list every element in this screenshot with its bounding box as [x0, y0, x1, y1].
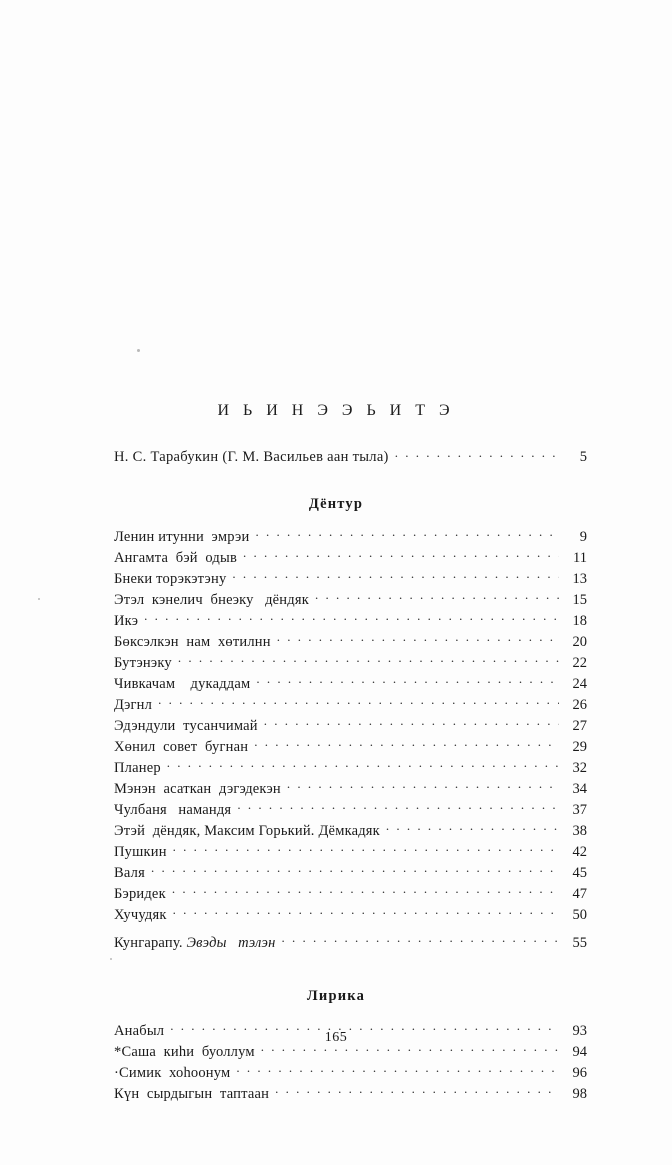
table-row — [114, 527, 587, 548]
table-row — [114, 1084, 587, 1105]
toc-entry-page: 15 — [572, 592, 587, 608]
leader-dots — [243, 548, 559, 563]
toc-entry-label: *Саша киһи буоллум — [114, 1044, 255, 1060]
page-title: И Ь И Н Э Э Ь И Т Э — [217, 402, 455, 419]
toc-entry-page: 20 — [572, 634, 587, 650]
toc-entry-page: 29 — [572, 739, 587, 755]
toc-sections — [0, 496, 672, 1105]
table-row — [114, 569, 587, 590]
table-row — [114, 611, 587, 632]
leader-dots — [151, 863, 559, 878]
toc-entry-label: Чивкачам дукаддам — [114, 676, 251, 692]
table-row — [114, 758, 587, 779]
table-row — [114, 905, 587, 926]
leader-dots — [178, 653, 559, 668]
toc-entry-label: Бнеки торэкэтэну — [114, 571, 227, 587]
table-row — [114, 674, 587, 695]
toc-entry-label: Хөнил совет бугнан — [114, 739, 249, 755]
leader-dots — [254, 737, 559, 752]
toc-entry-page: 24 — [572, 676, 587, 692]
toc-entry-label: Ленин итунни эмрэи — [114, 529, 250, 545]
leader-dots — [287, 779, 559, 794]
table-row — [114, 653, 587, 674]
leader-dots — [173, 905, 559, 920]
toc-entry-page: 93 — [572, 1023, 587, 1039]
toc-entry-page: 45 — [572, 865, 587, 881]
toc-entry-page: 32 — [572, 760, 587, 776]
leader-dots — [236, 1063, 559, 1078]
table-row — [114, 737, 587, 758]
toc-entry-page: 96 — [572, 1065, 587, 1081]
leader-dots — [255, 527, 559, 542]
toc-entry-label: Икэ — [114, 613, 139, 629]
toc-entry-page: 98 — [572, 1086, 587, 1102]
table-row — [114, 779, 587, 800]
toc-entry-page: 42 — [572, 844, 587, 860]
leader-dots — [277, 632, 559, 647]
toc-entry-label: Этэл кэнелич бнеэку дёндяк — [114, 592, 309, 608]
toc-entry-page: 13 — [572, 571, 587, 587]
toc-entry-page: 9 — [579, 529, 587, 545]
leader-dots — [386, 821, 559, 836]
toc-entry-label: Кунгарапу. Эвэды тэлэн — [114, 935, 276, 951]
leader-dots — [173, 842, 559, 857]
toc-entry-page: 50 — [572, 907, 587, 923]
toc-entry-label: Валя — [114, 865, 145, 881]
table-row — [114, 632, 587, 653]
toc-entry-page: 34 — [572, 781, 587, 797]
toc-entry-label: Н. С. Тарабукин (Г. М. Васильев аан тыла) — [114, 448, 389, 465]
table-row — [114, 446, 587, 466]
table-row — [114, 1063, 587, 1084]
toc-entry-label: Хучудяк — [114, 907, 167, 923]
toc-entry-page: 47 — [572, 886, 587, 902]
toc-entry-page: 22 — [572, 655, 587, 671]
table-row — [114, 842, 587, 863]
toc-entry-page: 18 — [572, 613, 587, 629]
leader-dots — [167, 758, 559, 773]
leader-dots — [158, 695, 559, 710]
table-row — [114, 933, 587, 954]
toc-entry-page: 37 — [572, 802, 587, 818]
spacer — [114, 926, 587, 933]
leader-dots — [282, 933, 559, 948]
section-heading: Дёнтур — [308, 495, 364, 512]
toc-entry-label: Этэй дёндяк, Максим Горький. Дёмкадяк — [114, 823, 380, 839]
table-row — [114, 548, 587, 569]
toc-entry-label: ·Симик хоһоонум — [114, 1065, 231, 1081]
toc-entry-label-italic: Эвэды тэлэн — [186, 935, 276, 951]
table-row — [114, 884, 587, 905]
table-row — [114, 800, 587, 821]
toc-entry-page: 26 — [572, 697, 587, 713]
leader-dots — [315, 590, 559, 605]
toc-entry-label: Күн сырдыгын таптаан — [114, 1086, 270, 1102]
toc-entry-page: 11 — [573, 550, 587, 566]
toc-entry-label: Дэгнл — [114, 697, 153, 713]
toc-entry-label: Чулбаня намандя — [114, 802, 232, 818]
toc-entry-label: Бэридек — [114, 886, 166, 902]
toc-entry-label: Бутэнэку — [114, 655, 172, 671]
toc-entry-label: Планер — [114, 760, 161, 776]
toc-entry-page: 27 — [572, 718, 587, 734]
leader-dots — [144, 611, 559, 626]
leader-dots — [237, 800, 559, 815]
leader-dots — [264, 716, 559, 731]
leader-dots — [395, 446, 559, 461]
toc-entry-page: 5 — [579, 448, 587, 465]
toc-entry-page: 55 — [572, 935, 587, 951]
toc-lead-entry — [0, 446, 672, 466]
toc-entry-page: 94 — [572, 1044, 587, 1060]
table-row — [114, 590, 587, 611]
table-row — [114, 821, 587, 842]
toc-entry-label: Мэнэн асаткан дэгэдекэн — [114, 781, 281, 797]
leader-dots — [256, 674, 559, 689]
table-row — [114, 716, 587, 737]
toc-entry-label: Анабыл — [114, 1023, 165, 1039]
toc-entry-label: Ангамта бэй одыв — [114, 550, 237, 566]
leader-dots — [275, 1084, 559, 1099]
toc-entry-page: 38 — [572, 823, 587, 839]
table-row — [114, 863, 587, 884]
leader-dots — [232, 569, 559, 584]
toc-entry-label: Эдэндули тусанчимай — [114, 718, 258, 734]
page-folio: 165 — [324, 1030, 348, 1045]
leader-dots — [172, 884, 559, 899]
section-heading: Лирика — [306, 987, 366, 1004]
toc-list — [0, 527, 672, 954]
table-row — [114, 695, 587, 716]
toc-entry-label: Бөксэлкэн нам хөтилнн — [114, 634, 271, 650]
toc-entry-label: Пушкин — [114, 844, 167, 860]
